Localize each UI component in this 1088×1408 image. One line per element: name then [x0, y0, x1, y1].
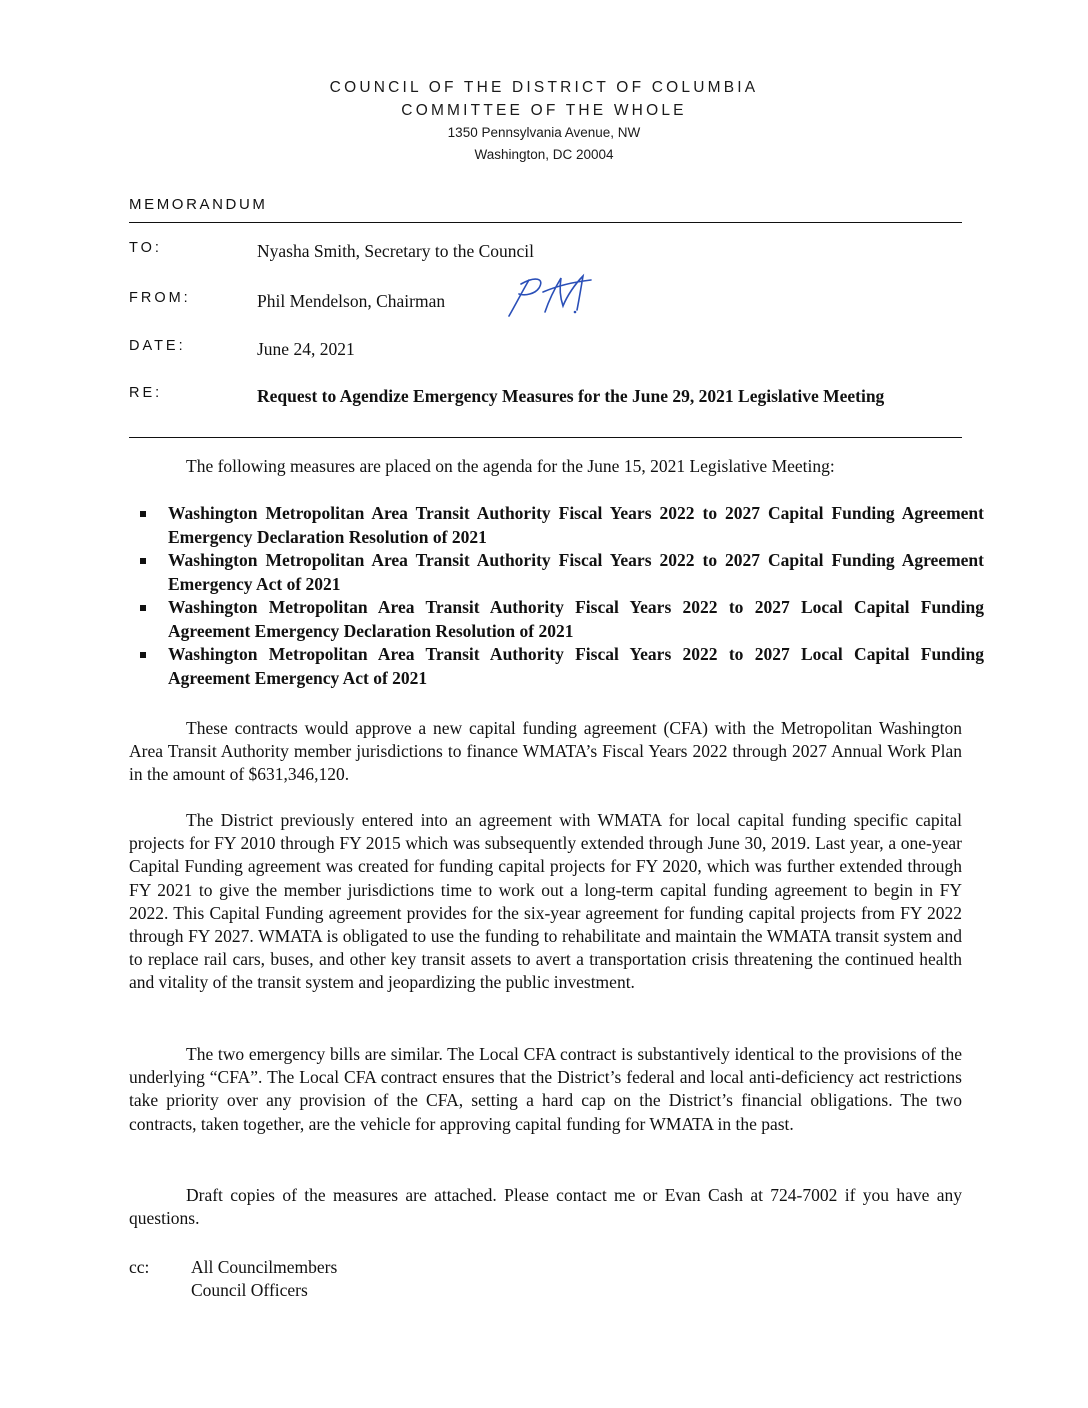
bullet-icon [140, 511, 146, 517]
list-item [140, 502, 984, 549]
memorandum-label: MEMORANDUM [129, 196, 268, 213]
date-value: June 24, 2021 [257, 339, 355, 359]
list-item [140, 596, 984, 643]
chairman-signature [495, 272, 595, 322]
measure-title: Washington Metropolitan Area Transit Authority Fiscal Years 2022 to 2027 Capital Funding Agreement Emergency Declaration Resolution of 2021 [168, 503, 984, 547]
re-value: Request to Agendize Emergency Measures for the June 29, 2021 Legislative Meeting [257, 386, 885, 406]
letterhead-city: Washington, DC 20004 [474, 147, 614, 162]
list-item [140, 643, 984, 690]
measure-title: Washington Metropolitan Area Transit Authority Fiscal Years 2022 to 2027 Local Capital Funding Agreement Emergency Declaration Resolution of 2021 [168, 597, 984, 641]
from-label: FROM: [129, 290, 191, 306]
cc-recipient: Council Officers [191, 1280, 308, 1300]
cc-label: cc: [129, 1257, 150, 1277]
paragraph-text: The District previously entered into an agreement with WMATA for local capital funding specific capital projects for FY 2010 through FY 2015 which was subsequently extended through June 30, 2019. Last year, a one-year Capital Funding agreement was created for funding capital projects for FY 2020, which was further extended through FY 2021 to give the member jurisdictions time to work out a long-term capital funding agreement to begin in FY 2022. This Capital Funding agreement provides for the six-year agreement for funding capital projects from FY 2022 through FY 2027. WMATA is obligated to use the funding to rehabilitate and maintain the WMATA transit system and to replace rail cars, buses, and other key transit assets to avert a transportation crisis threatening the continued health and vitality of the transit system and jeopardizing the public investment. [129, 810, 962, 993]
letterhead-committee-name: COMMITTEE OF THE WHOLE [401, 102, 687, 119]
letterhead-council-name: COUNCIL OF THE DISTRICT OF COLUMBIA [329, 79, 759, 96]
re-label: RE: [129, 385, 163, 401]
paragraph-text: Draft copies of the measures are attached. Please contact me or Evan Cash at 724-7002 if you have any questions. [129, 1185, 962, 1229]
bullet-icon [140, 605, 146, 611]
to-label: TO: [129, 240, 162, 256]
measures-list [140, 502, 984, 690]
measure-title: Washington Metropolitan Area Transit Authority Fiscal Years 2022 to 2027 Capital Funding Agreement Emergency Act of 2021 [168, 550, 984, 594]
paragraph-text: These contracts would approve a new capital funding agreement (CFA) with the Metropolitan Washington Area Transit Authority member jurisdictions to finance WMATA’s Fiscal Years 2022 through 2027 Annual Work Plan in the amount of $631,346,120. [129, 718, 962, 785]
cc-recipients [191, 1256, 337, 1302]
bullet-icon [140, 558, 146, 564]
list-item [140, 549, 984, 596]
date-label: DATE: [129, 338, 186, 354]
bullet-icon [140, 652, 146, 658]
paragraph-history [129, 809, 962, 995]
letterhead [0, 76, 1088, 166]
header-top-rule [129, 222, 962, 223]
paragraph-text: The two emergency bills are similar. The Local CFA contract is substantively identical to the provisions of the underlying “CFA”. The Local CFA contract ensures that the District’s federal and local anti-deficiency act restrictions take priority over any provision of the CFA, setting a hard cap on the District’s financial obligations. The two contracts, taken together, are the vehicle for approving capital funding for WMATA in the past. [129, 1044, 962, 1134]
paragraph-cfa-overview [129, 717, 962, 787]
to-value: Nyasha Smith, Secretary to the Council [257, 241, 535, 261]
cc-recipient: All Councilmembers [191, 1257, 338, 1277]
paragraph-contact [129, 1184, 962, 1230]
letterhead-address: 1350 Pennsylvania Avenue, NW [447, 125, 641, 140]
paragraph-emergency-bills [129, 1043, 962, 1136]
from-value: Phil Mendelson, Chairman [257, 291, 446, 311]
header-bottom-rule [129, 437, 962, 438]
agenda-intro: The following measures are placed on the agenda for the June 15, 2021 Legislative Meeting: [186, 456, 835, 476]
measure-title: Washington Metropolitan Area Transit Authority Fiscal Years 2022 to 2027 Local Capital Funding Agreement Emergency Act of 2021 [168, 644, 984, 688]
